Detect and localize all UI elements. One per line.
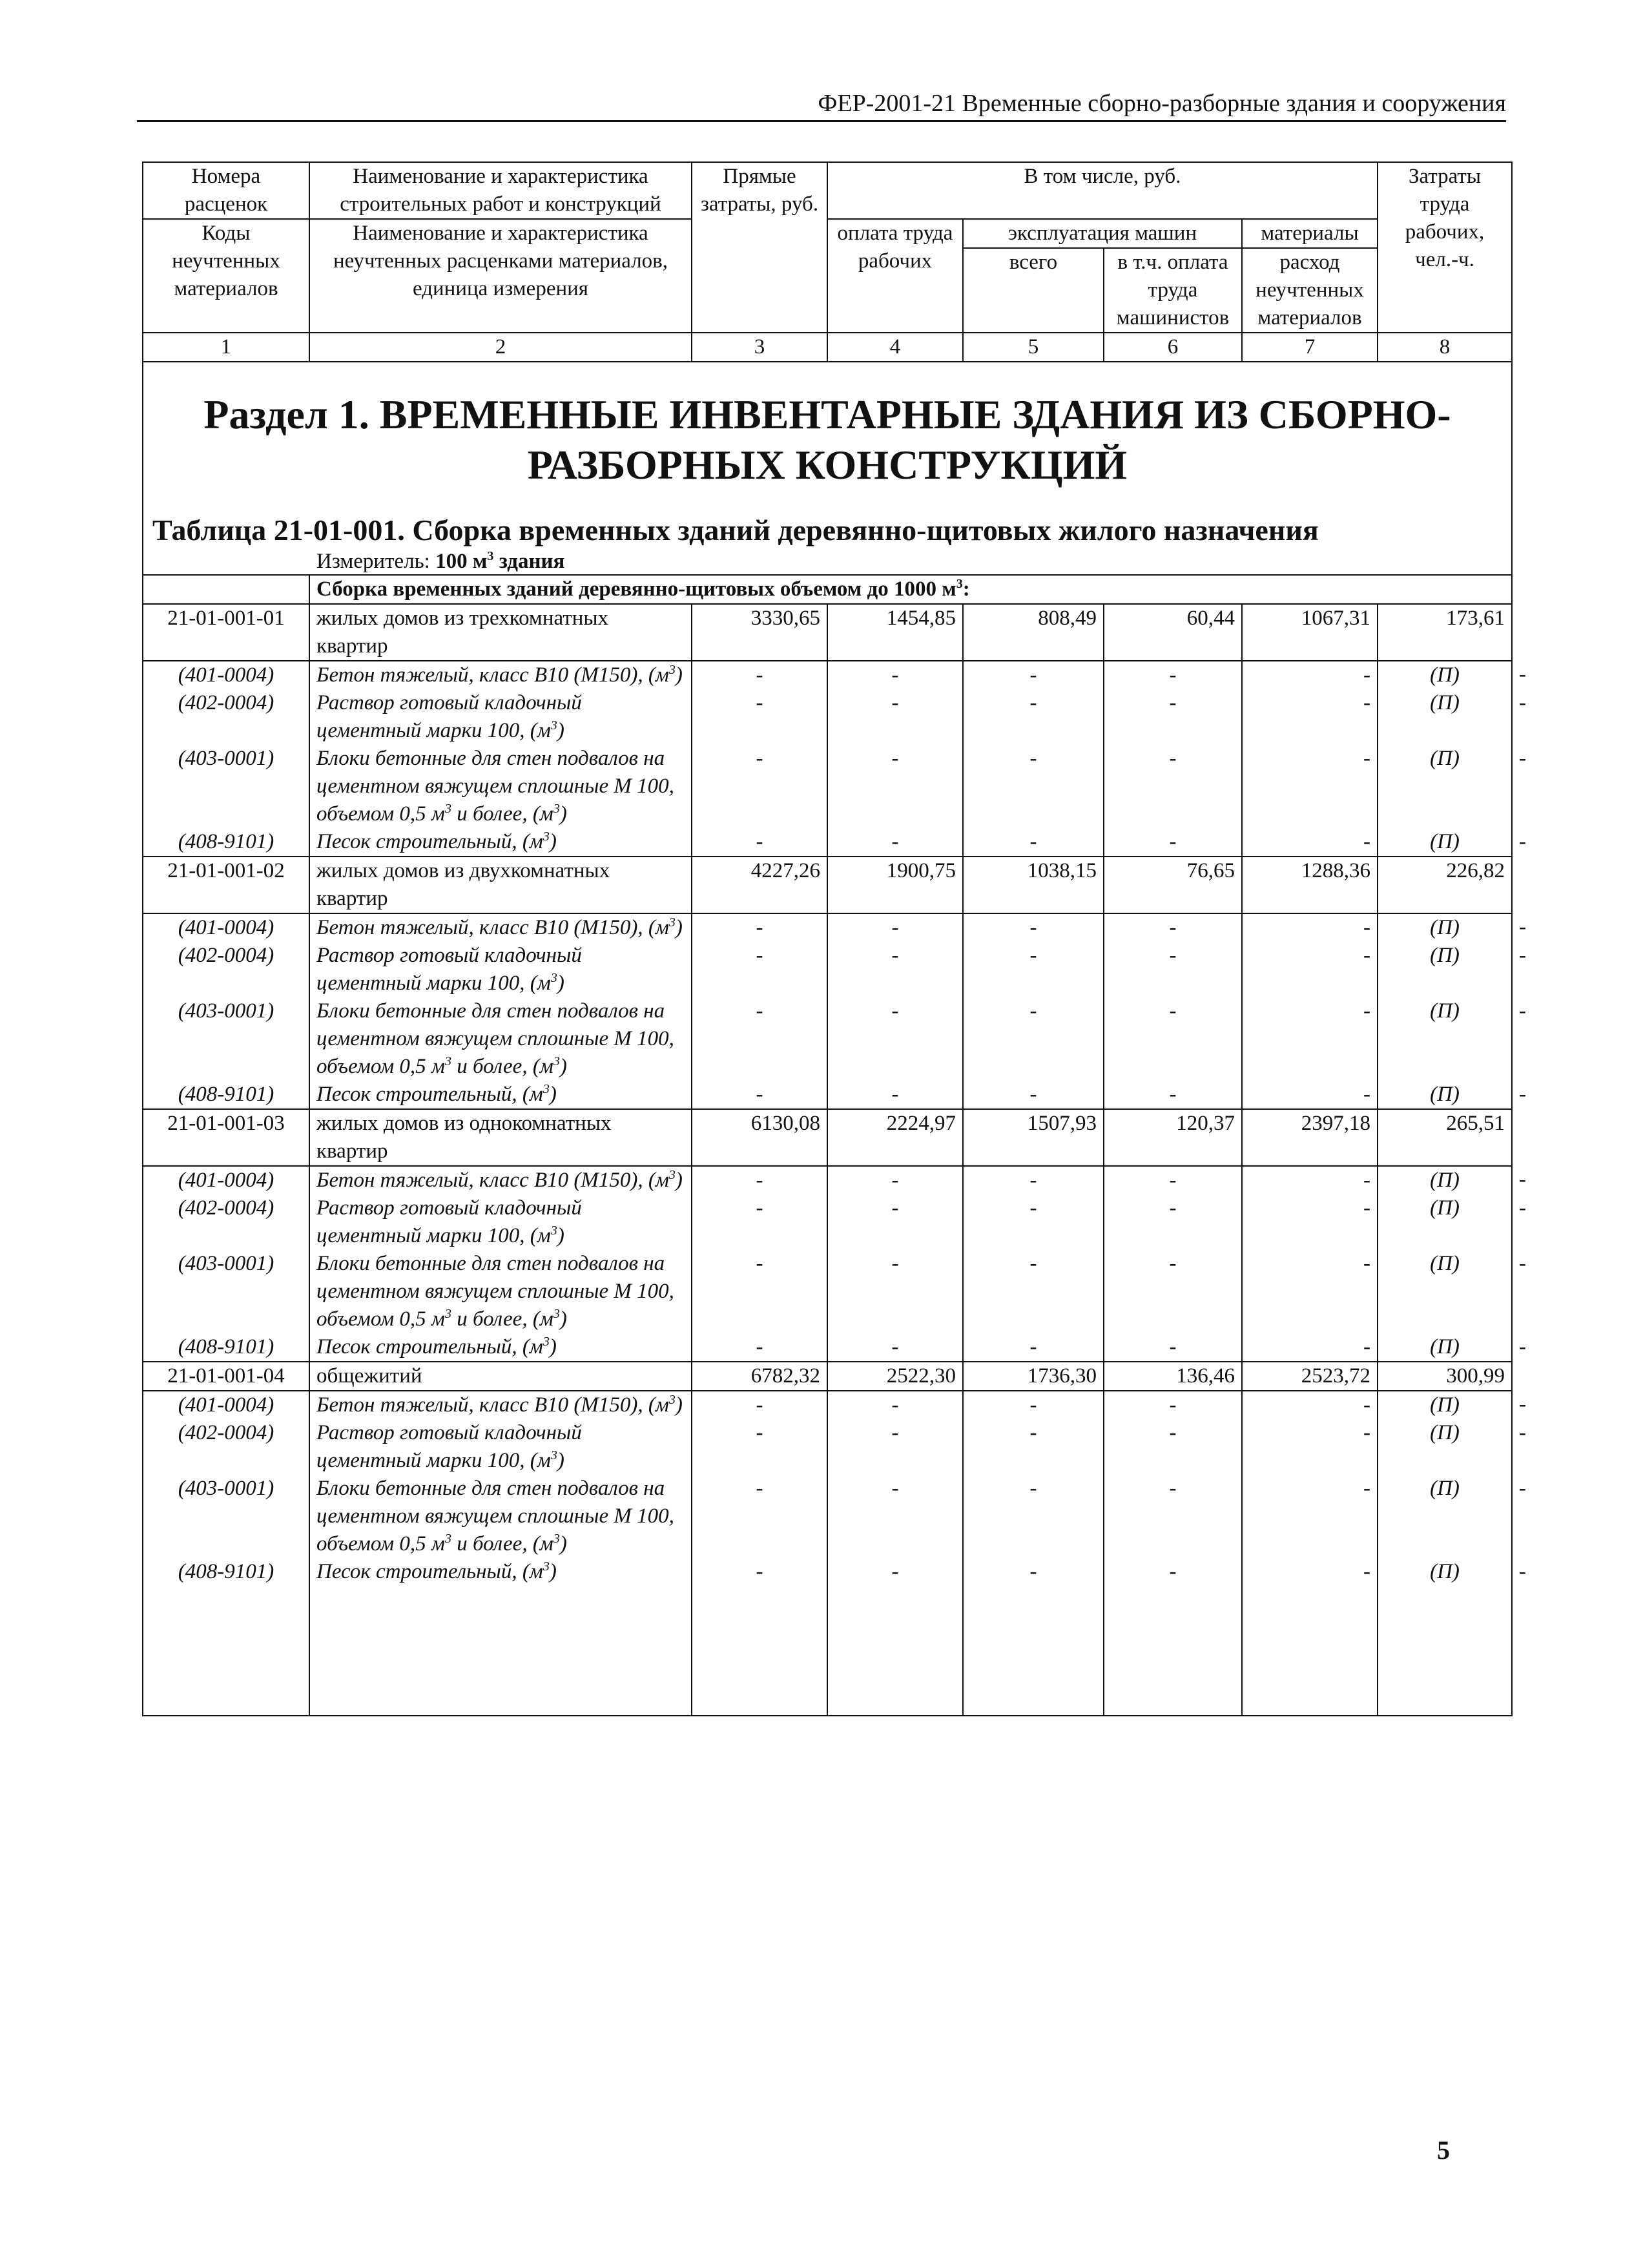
material-name-mid: и более, (м: [451, 1307, 553, 1331]
material-dash: -: [1104, 942, 1242, 997]
subheading-row: [143, 575, 1512, 604]
material-p: (П): [1378, 1194, 1512, 1250]
material-name-pre: Бетон тяжелый, класс В10 (М150), (м: [316, 916, 669, 939]
material-name-sup: 3: [444, 1307, 451, 1321]
filler-cell: [309, 1586, 692, 1716]
meter-value-sup: 3: [487, 549, 494, 563]
material-dash: -: [827, 745, 963, 828]
header-labor-hours: Затраты труда рабочих, чел.-ч.: [1378, 162, 1512, 333]
material-dash: -: [827, 1081, 963, 1109]
meter-value: [435, 550, 564, 573]
material-row: (403-0001) Блоки бетонные для стен подвалов на цементном вяжущем сплошные М 100, объемом 0,5 $м^3$ и более, $(м^3)$ - - - - - (П) -: [143, 745, 1512, 828]
material-name-sup: 3: [550, 1448, 557, 1462]
material-code: (403-0001): [143, 745, 309, 828]
header-including: В том числе, руб.: [827, 162, 1378, 219]
material-row: (402-0004) Раствор готовый кладочный цементный марки 100, $(м^3)$ - - - - - (П) -: [143, 1194, 1512, 1250]
material-name-post: ): [675, 1169, 683, 1192]
material-row: (403-0001) Блоки бетонные для стен подвалов на цементном вяжущем сплошные М 100, объемом 0,5 $м^3$ и более, $(м^3)$ - - - - - (П) -: [143, 997, 1512, 1081]
material-dash: -: [1242, 913, 1378, 942]
material-p: (П): [1378, 745, 1512, 828]
material-name-pre: Раствор готовый кладочный цементный марки 100, (м: [316, 691, 582, 742]
header-materials: материалы: [1242, 219, 1378, 248]
material-code: (408-9101): [143, 828, 309, 857]
material-name: [309, 1081, 692, 1109]
rate-hours: 300,99: [1378, 1362, 1512, 1391]
material-dash: -: [1242, 942, 1378, 997]
header-material-codes: Коды неучтенных материалов: [143, 219, 309, 333]
rate-name: жилых домов из двухкомнатных квартир: [309, 857, 692, 913]
material-name: [309, 1166, 692, 1194]
material-dash: -: [1104, 1250, 1242, 1333]
subheading-sup: 3: [956, 577, 963, 591]
material-dash: -: [963, 1419, 1104, 1475]
material-dash: -: [963, 1194, 1104, 1250]
material-name: [309, 1194, 692, 1250]
material-name: [309, 1250, 692, 1333]
material-name-sup: 3: [668, 663, 676, 677]
material-dash: -: [1242, 689, 1378, 745]
material-name: [309, 1419, 692, 1475]
material-dash: -: [1242, 1166, 1378, 1194]
material-dash: -: [963, 1250, 1104, 1333]
material-p: (П): [1378, 942, 1512, 997]
material-dash: -: [1104, 689, 1242, 745]
filler-row: [143, 1586, 1512, 1716]
material-dash: -: [827, 1475, 963, 1558]
material-dash: -: [827, 1419, 963, 1475]
material-name: [309, 1558, 692, 1586]
rate-materials: 1288,36: [1242, 857, 1378, 913]
material-dash: -: [1104, 1475, 1242, 1558]
rate-materials: 1067,31: [1242, 604, 1378, 661]
subheading: [309, 575, 1512, 604]
material-name-sup: 3: [550, 718, 557, 733]
material-name: [309, 942, 692, 997]
filler-cell: [1104, 1586, 1242, 1716]
material-name: [309, 689, 692, 745]
material-dash: -: [1104, 1419, 1242, 1475]
material-name: [309, 828, 692, 857]
material-dash: -: [827, 997, 963, 1081]
material-name-post: ): [559, 1307, 567, 1331]
meter-value-suffix: здания: [493, 550, 565, 573]
material-dash: -: [963, 913, 1104, 942]
material-dash: -: [692, 1166, 827, 1194]
material-dash: -: [692, 997, 827, 1081]
material-name-sup2: 3: [553, 1532, 560, 1546]
running-header: ФЕР-2001-21 Временные сборно-разборные здания и сооружения: [137, 89, 1506, 122]
material-name: [309, 913, 692, 942]
material-name-post: ): [557, 972, 564, 995]
material-p: (П): [1378, 997, 1512, 1081]
material-dash: -: [692, 1081, 827, 1109]
material-dash: -: [1242, 1250, 1378, 1333]
material-dash: -: [827, 1333, 963, 1362]
material-p: (П): [1378, 828, 1512, 857]
col-num-8: 8: [1378, 333, 1512, 362]
rate-code: 21-01-001-01: [143, 604, 309, 661]
material-code: (403-0001): [143, 1475, 309, 1558]
rate-row: [143, 604, 1512, 661]
material-name-post: ): [549, 1560, 557, 1583]
material-dash: -: [827, 1558, 963, 1586]
material-dash: -: [692, 913, 827, 942]
material-name-mid: и более, (м: [451, 802, 553, 826]
rate-materials: 2523,72: [1242, 1362, 1378, 1391]
material-dash: -: [692, 689, 827, 745]
material-dash: -: [1104, 1391, 1242, 1419]
rate-row: [143, 1362, 1512, 1391]
material-name-mid: и более, (м: [451, 1532, 553, 1555]
material-name-sup: 3: [542, 1082, 550, 1096]
material-dash: -: [827, 1250, 963, 1333]
material-row: (402-0004) Раствор готовый кладочный цементный марки 100, $(м^3)$ - - - - - (П) -: [143, 689, 1512, 745]
material-dash: -: [692, 1391, 827, 1419]
material-dash: -: [827, 828, 963, 857]
material-name-pre: Бетон тяжелый, класс В10 (М150), (м: [316, 1393, 669, 1417]
material-name-pre: Песок строительный, (м: [316, 1335, 543, 1358]
section-title-row: [143, 362, 1512, 575]
header-unaccounted-materials: расход неучтенных материалов: [1242, 248, 1378, 333]
material-dash: -: [963, 745, 1104, 828]
material-name-post: ): [559, 802, 567, 826]
rate-code: 21-01-001-04: [143, 1362, 309, 1391]
material-dash: -: [827, 1194, 963, 1250]
material-dash: -: [827, 689, 963, 745]
material-row: (402-0004) Раствор готовый кладочный цементный марки 100, $(м^3)$ - - - - - (П) -: [143, 942, 1512, 997]
material-name-pre: Песок строительный, (м: [316, 830, 543, 853]
header-work-name: Наименование и характеристика строительных работ и конструкций: [309, 162, 692, 219]
meter-line: [150, 548, 1505, 574]
material-row: (403-0001) Блоки бетонные для стен подвалов на цементном вяжущем сплошные М 100, объемом 0,5 $м^3$ и более, $(м^3)$ - - - - - (П) -: [143, 1475, 1512, 1558]
material-name-sup2: 3: [553, 802, 560, 816]
filler-cell: [1242, 1586, 1378, 1716]
material-code: (401-0004): [143, 1391, 309, 1419]
section-title: [150, 362, 1505, 490]
material-dash: -: [1242, 1081, 1378, 1109]
material-name-sup: 3: [542, 829, 550, 844]
material-p: (П): [1378, 1475, 1512, 1558]
material-name-post: ): [557, 1224, 564, 1247]
material-name-post: ): [557, 1449, 564, 1472]
material-dash: -: [963, 942, 1104, 997]
material-code: (403-0001): [143, 1250, 309, 1333]
material-p: (П): [1378, 1391, 1512, 1419]
material-dash: -: [692, 1419, 827, 1475]
material-dash: -: [963, 1475, 1104, 1558]
header-operators-pay: в т.ч. оплата труда машинистов: [1104, 248, 1242, 333]
col-num-6: 6: [1104, 333, 1242, 362]
material-dash: -: [1242, 661, 1378, 689]
column-numbers-row: [143, 333, 1512, 362]
material-name: [309, 1391, 692, 1419]
material-dash: -: [963, 828, 1104, 857]
material-dash: -: [692, 1475, 827, 1558]
rates-table: [142, 161, 1527, 1716]
col-num-4: 4: [827, 333, 963, 362]
rate-machines: 1507,93: [963, 1109, 1104, 1166]
material-name-post: ): [549, 1083, 557, 1106]
material-dash: -: [963, 1558, 1104, 1586]
material-dash: -: [827, 913, 963, 942]
header-rate-numbers: Номера расценок: [143, 162, 309, 219]
material-dash: -: [963, 1166, 1104, 1194]
material-name-post: ): [549, 1335, 557, 1358]
material-name-sup: 3: [550, 1223, 557, 1238]
material-row: (401-0004) Бетон тяжелый, класс В10 (М150), $(м^3)$ - - - - - (П) -: [143, 1166, 1512, 1194]
rate-code: 21-01-001-03: [143, 1109, 309, 1166]
rate-direct: 3330,65: [692, 604, 827, 661]
header-machines-total: всего: [963, 248, 1104, 333]
rate-code: 21-01-001-02: [143, 857, 309, 913]
material-dash: -: [1104, 913, 1242, 942]
table-title: Таблица 21-01-001. Сборка временных зданий деревянно-щитовых жилого назначения: [152, 514, 1319, 546]
material-name: [309, 997, 692, 1081]
rate-name: жилых домов из трехкомнатных квартир: [309, 604, 692, 661]
material-dash: -: [692, 1250, 827, 1333]
rate-labor: 2522,30: [827, 1362, 963, 1391]
material-p: (П): [1378, 913, 1512, 942]
filler-cell: [143, 1586, 309, 1716]
header-direct-costs: Прямые затраты, руб.: [692, 162, 827, 333]
material-name-pre: Раствор готовый кладочный цементный марки 100, (м: [316, 1421, 582, 1472]
material-row: (408-9101) Песок строительный, $(м^3)$ - - - - - (П) -: [143, 1333, 1512, 1362]
filler-cell: [827, 1586, 963, 1716]
material-dash: -: [1104, 828, 1242, 857]
material-dash: -: [1104, 1081, 1242, 1109]
material-dash: -: [692, 1333, 827, 1362]
material-name-pre: Бетон тяжелый, класс В10 (М150), (м: [316, 663, 669, 687]
material-name-pre: Блоки бетонные для стен подвалов на цементном вяжущем сплошные М 100, объемом 0,5 м: [316, 1477, 674, 1555]
material-name: [309, 661, 692, 689]
material-dash: -: [1104, 1194, 1242, 1250]
material-dash: -: [692, 942, 827, 997]
material-dash: -: [1104, 997, 1242, 1081]
col-num-5: 5: [963, 333, 1104, 362]
material-dash: -: [1242, 1391, 1378, 1419]
material-dash: -: [1104, 661, 1242, 689]
material-name-pre: Песок строительный, (м: [316, 1083, 543, 1106]
material-dash: -: [963, 689, 1104, 745]
rate-labor: 1454,85: [827, 604, 963, 661]
rate-direct: 4227,26: [692, 857, 827, 913]
material-name-sup: 3: [444, 1054, 451, 1068]
material-dash: -: [963, 1081, 1104, 1109]
rate-name: общежитий: [309, 1362, 692, 1391]
material-name-post: ): [675, 916, 683, 939]
material-name-sup: 3: [542, 1335, 550, 1349]
material-row: (402-0004) Раствор готовый кладочный цементный марки 100, $(м^3)$ - - - - - (П) -: [143, 1419, 1512, 1475]
material-dash: -: [1242, 1194, 1378, 1250]
material-code: (402-0004): [143, 1194, 309, 1250]
header-labor-pay: оплата труда рабочих: [827, 219, 963, 333]
meter-label: Измеритель:: [316, 550, 436, 573]
material-dash: -: [827, 1391, 963, 1419]
material-code: (401-0004): [143, 913, 309, 942]
material-name-pre: Блоки бетонные для стен подвалов на цементном вяжущем сплошные М 100, объемом 0,5 м: [316, 747, 674, 826]
material-name-pre: Раствор готовый кладочный цементный марки 100, (м: [316, 944, 582, 995]
material-dash: -: [692, 1558, 827, 1586]
material-name-sup2: 3: [553, 1054, 560, 1068]
material-name: [309, 1475, 692, 1558]
material-name-sup: 3: [668, 1393, 676, 1407]
filler-cell: [692, 1586, 827, 1716]
material-dash: -: [692, 661, 827, 689]
rate-operators: 76,65: [1104, 857, 1242, 913]
section-title-line-2: РАЗБОРНЫХ КОНСТРУКЦИЙ: [527, 442, 1128, 488]
section-title-line-1: Раздел 1. ВРЕМЕННЫЕ ИНВЕНТАРНЫЕ ЗДАНИЯ ИЗ СБОРНО-: [203, 391, 1451, 437]
rate-name: жилых домов из однокомнатных квартир: [309, 1109, 692, 1166]
rate-row: [143, 857, 1512, 913]
rate-machines: 1736,30: [963, 1362, 1104, 1391]
subheading-suffix: :: [962, 577, 970, 601]
material-row: (401-0004) Бетон тяжелый, класс В10 (М150), $(м^3)$ - - - - - (П) -: [143, 1391, 1512, 1419]
material-dash: -: [1242, 1419, 1378, 1475]
material-row: (401-0004) Бетон тяжелый, класс В10 (М150), $(м^3)$ - - - - - (П) -: [143, 913, 1512, 942]
material-p: (П): [1378, 1558, 1512, 1586]
material-p: (П): [1378, 1333, 1512, 1362]
material-dash: -: [1242, 1333, 1378, 1362]
material-name-mid: и более, (м: [451, 1055, 553, 1078]
material-name-pre: Блоки бетонные для стен подвалов на цементном вяжущем сплошные М 100, объемом 0,5 м: [316, 999, 674, 1078]
rate-operators: 136,46: [1104, 1362, 1242, 1391]
rate-labor: 2224,97: [827, 1109, 963, 1166]
rate-operators: 60,44: [1104, 604, 1242, 661]
rate-row: [143, 1109, 1512, 1166]
header-machines: эксплуатация машин: [963, 219, 1242, 248]
material-p: (П): [1378, 689, 1512, 745]
material-dash: -: [963, 997, 1104, 1081]
material-dash: -: [692, 1194, 827, 1250]
material-dash: -: [827, 1166, 963, 1194]
material-name-sup: 3: [444, 1532, 451, 1546]
material-dash: -: [1104, 745, 1242, 828]
material-dash: -: [1242, 1558, 1378, 1586]
filler-cell: [1378, 1586, 1512, 1716]
rate-materials: 2397,18: [1242, 1109, 1378, 1166]
subheading-text: Сборка временных зданий деревянно-щитовых объемом до 1000 м: [316, 577, 956, 601]
material-code: (403-0001): [143, 997, 309, 1081]
material-code: (401-0004): [143, 1166, 309, 1194]
material-name-post: ): [549, 830, 557, 853]
rate-direct: 6130,08: [692, 1109, 827, 1166]
material-dash: -: [1242, 997, 1378, 1081]
rate-hours: 173,61: [1378, 604, 1512, 661]
material-name-post: ): [675, 663, 683, 687]
material-code: (408-9101): [143, 1081, 309, 1109]
material-code: (408-9101): [143, 1558, 309, 1586]
col-num-1: 1: [143, 333, 309, 362]
material-code: (401-0004): [143, 661, 309, 689]
col-num-3: 3: [692, 333, 827, 362]
material-row: (408-9101) Песок строительный, $(м^3)$ - - - - - (П) -: [143, 828, 1512, 857]
material-name: [309, 1333, 692, 1362]
material-dash: -: [1104, 1558, 1242, 1586]
material-name-sup: 3: [542, 1559, 550, 1574]
material-code: (402-0004): [143, 689, 309, 745]
material-dash: -: [1104, 1333, 1242, 1362]
material-dash: -: [827, 661, 963, 689]
header-row-1: [143, 162, 1512, 219]
page-number: 5: [1437, 2136, 1450, 2165]
material-p: (П): [1378, 1250, 1512, 1333]
material-dash: -: [1242, 745, 1378, 828]
material-p: (П): [1378, 1419, 1512, 1475]
col-num-7: 7: [1242, 333, 1378, 362]
material-name-sup: 3: [668, 915, 676, 930]
rate-operators: 120,37: [1104, 1109, 1242, 1166]
material-dash: -: [1104, 1166, 1242, 1194]
material-dash: -: [1242, 1475, 1378, 1558]
material-dash: -: [827, 942, 963, 997]
material-row: (403-0001) Блоки бетонные для стен подвалов на цементном вяжущем сплошные М 100, объемом 0,5 $м^3$ и более, $(м^3)$ - - - - - (П) -: [143, 1250, 1512, 1333]
material-name: [309, 745, 692, 828]
material-name-sup2: 3: [553, 1307, 560, 1321]
filler-cell: [963, 1586, 1104, 1716]
material-name-post: ): [559, 1055, 567, 1078]
material-name-sup: 3: [668, 1168, 676, 1182]
material-name-post: ): [557, 719, 564, 742]
rate-labor: 1900,75: [827, 857, 963, 913]
rate-direct: 6782,32: [692, 1362, 827, 1391]
material-name-pre: Раствор готовый кладочный цементный марки 100, (м: [316, 1196, 582, 1247]
material-name-sup: 3: [550, 971, 557, 985]
header-row-1b: [143, 219, 1512, 248]
material-name-post: ): [559, 1532, 567, 1555]
material-dash: -: [963, 1333, 1104, 1362]
material-dash: -: [963, 661, 1104, 689]
rate-machines: 1038,15: [963, 857, 1104, 913]
material-name-pre: Бетон тяжелый, класс В10 (М150), (м: [316, 1169, 669, 1192]
rate-hours: 226,82: [1378, 857, 1512, 913]
material-p: (П): [1378, 661, 1512, 689]
material-dash: -: [963, 1391, 1104, 1419]
rate-hours: 265,51: [1378, 1109, 1512, 1166]
col-num-2: 2: [309, 333, 692, 362]
material-code: (402-0004): [143, 1419, 309, 1475]
material-p: (П): [1378, 1081, 1512, 1109]
meter-value-text: 100 м: [435, 550, 488, 573]
rate-machines: 808,49: [963, 604, 1104, 661]
material-p: (П): [1378, 1166, 1512, 1194]
material-code: (408-9101): [143, 1333, 309, 1362]
material-row: (401-0004) Бетон тяжелый, класс В10 (М150), $(м^3)$ - - - - - (П) -: [143, 661, 1512, 689]
material-name-pre: Блоки бетонные для стен подвалов на цементном вяжущем сплошные М 100, объемом 0,5 м: [316, 1252, 674, 1331]
material-name-post: ): [675, 1393, 683, 1417]
material-dash: -: [1242, 828, 1378, 857]
material-code: (402-0004): [143, 942, 309, 997]
material-dash: -: [692, 828, 827, 857]
header-material-name: Наименование и характеристика неучтенных расценками материалов, единица измерения: [309, 219, 692, 333]
material-row: (408-9101) Песок строительный, $(м^3)$ - - - - - (П) -: [143, 1081, 1512, 1109]
material-row: (408-9101) Песок строительный, $(м^3)$ - - - - - (П) -: [143, 1558, 1512, 1586]
material-name-pre: Песок строительный, (м: [316, 1560, 543, 1583]
material-name-sup: 3: [444, 802, 451, 816]
material-dash: -: [692, 745, 827, 828]
